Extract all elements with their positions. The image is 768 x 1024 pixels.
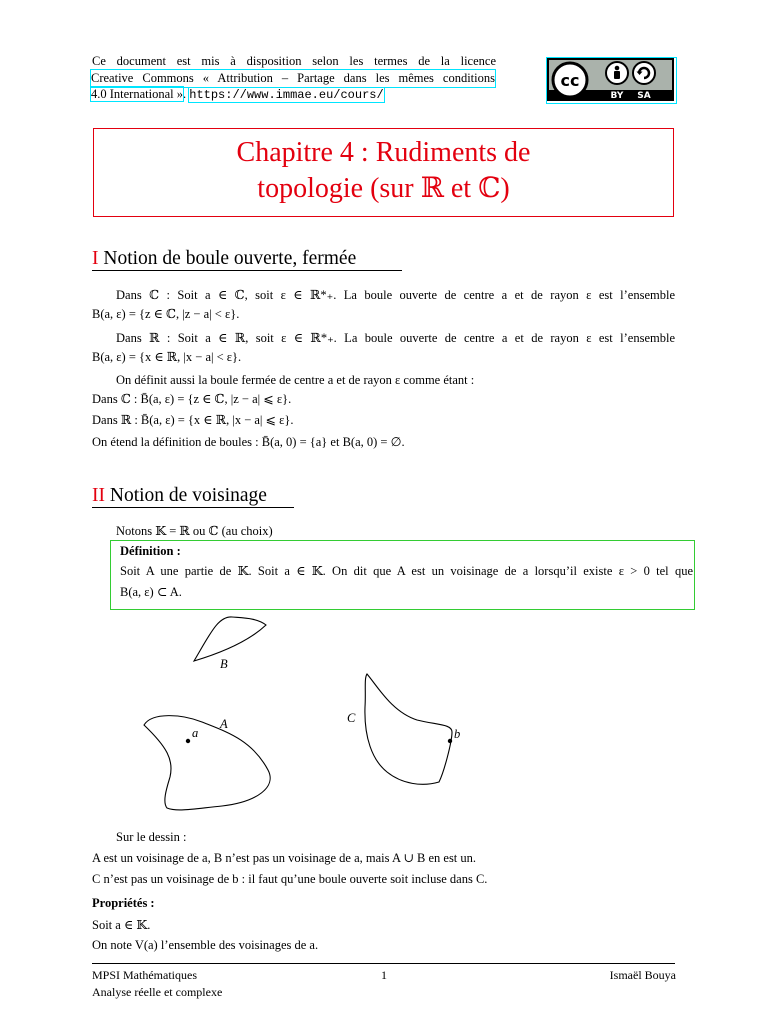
chapter-title-line-1: Chapitre 4 : Rudiments de [236, 137, 531, 168]
cc-by-sa-logo [547, 58, 674, 101]
label-B: B [220, 657, 228, 671]
footer-subject: Analyse réelle et complexe [92, 985, 223, 999]
chapter-title-box [93, 128, 674, 217]
section-1-title: Notion de boule ouverte, fermée [103, 248, 357, 269]
set-C-shape [365, 674, 452, 784]
label-A: A [220, 717, 228, 731]
drawing-statement-1: A est un voisinage de a, B n’est pas un voisinage de a, mais A ∪ B en est un. [92, 851, 477, 865]
point-a [186, 739, 190, 743]
ball-extension: On étend la définition de boules : B̄(a, 0) = {a} et B(a, 0) = ∅. [92, 435, 405, 449]
course-url-link[interactable]: https://www.immae.eu/cours/ [189, 88, 384, 102]
para-3: On définit aussi la boule fermée de centre a et de rayon ε comme étant : [116, 373, 475, 387]
license-link[interactable]: Creative Commons « Attribution – Partage dans les mêmes conditions [91, 71, 495, 85]
definition-box [110, 540, 695, 610]
cc-by-sa-badge[interactable] [546, 57, 677, 104]
drawing-statement-2: C n’est pas un voisinage de b : il faut qu’une boule ouverte soit incluse dans C. [92, 872, 488, 886]
point-b [448, 739, 452, 743]
sur-le-dessin: Sur le dessin : [116, 830, 187, 844]
definition-line-1: Soit A une partie de 𝕂. Soit a ∈ 𝕂. On dit que A est un voisinage de a lorsqu’il existe ε > 0 tel que [120, 564, 693, 578]
section-2-underline [92, 507, 294, 508]
definition-title: Définition : [120, 544, 181, 558]
section-2-number: II [92, 485, 105, 506]
license-link-cont[interactable]: 4.0 International » [91, 87, 183, 101]
section-1-heading [92, 248, 356, 270]
para-2-line-1: Dans ℝ : Soit a ∈ ℝ, soit ε ∈ ℝ*₊. La boule ouverte de centre a et de rayon ε est l’ensemble [116, 331, 675, 345]
property-line-1: Soit a ∈ 𝕂. [92, 918, 151, 932]
license-period: . [183, 87, 187, 101]
para-2-line-2: B(a, ε) = {x ∈ ℝ, |x − a| < ε}. [92, 350, 242, 364]
label-a: a [192, 726, 199, 740]
sa-label: SA [637, 91, 651, 101]
notons-k: Notons 𝕂 = ℝ ou ℂ (au choix) [116, 524, 273, 538]
neighbourhood-figure [92, 612, 512, 834]
properties-title: Propriétés : [92, 896, 155, 910]
page-number: 1 [381, 968, 387, 982]
by-label: BY [610, 91, 624, 101]
section-2-heading [92, 485, 267, 507]
footer-rule [92, 963, 675, 964]
property-line-2: On note V(a) l’ensemble des voisinages de a. [92, 938, 319, 952]
section-1-underline [92, 270, 402, 271]
label-C: C [347, 711, 356, 725]
set-A-shape [144, 716, 270, 810]
closed-ball-c: Dans ℂ : B̄(a, ε) = {z ∈ ℂ, |z − a| ⩽ ε}. [92, 392, 292, 406]
label-b: b [454, 727, 461, 741]
chapter-title-line-2: topologie (sur ℝ et ℂ) [257, 173, 510, 204]
cc-logo-text: cc [560, 71, 580, 90]
footer-course: MPSI Mathématiques [92, 968, 197, 982]
license-line-1: Ce document est mis à disposition selon les termes de la licence [92, 54, 496, 68]
section-2-title: Notion de voisinage [109, 485, 267, 506]
definition-line-2: B(a, ε) ⊂ A. [120, 585, 182, 599]
para-1-line-2: B(a, ε) = {z ∈ ℂ, |z − a| < ε}. [92, 307, 240, 321]
footer-author: Ismaël Bouya [609, 968, 676, 982]
para-1-line-1: Dans ℂ : Soit a ∈ ℂ, soit ε ∈ ℝ*₊. La boule ouverte de centre a et de rayon ε est l’ensemble [116, 288, 675, 302]
set-B-shape [194, 617, 266, 661]
section-1-number: I [92, 248, 99, 269]
closed-ball-r: Dans ℝ : B̄(a, ε) = {x ∈ ℝ, |x − a| ⩽ ε}. [92, 413, 294, 427]
